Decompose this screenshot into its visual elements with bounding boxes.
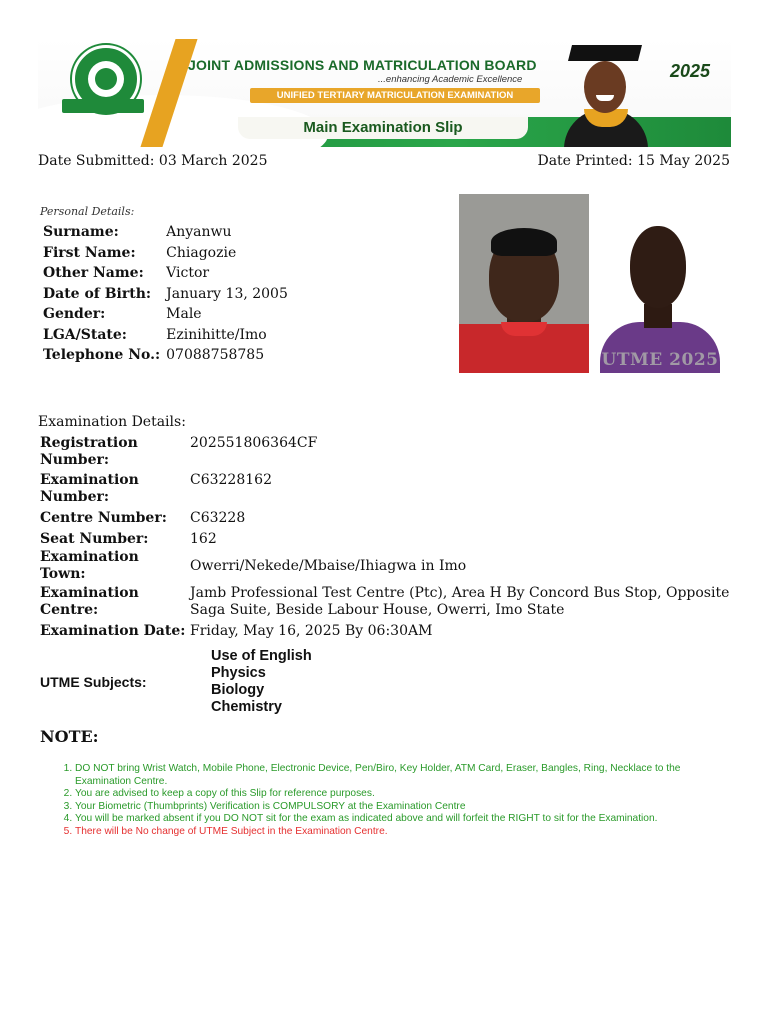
field-value: 202551806364CF [190, 435, 318, 451]
list-item: 1. DO NOT bring Wrist Watch, Mobile Phone, Electronic Device, Pen/Biro, Key Holder, ATM Card, Eraser, Bangles, Ring, Necklace to the Examination Centre. [75, 763, 715, 788]
field-value: C63228 [190, 510, 246, 526]
list-item: 5. There will be No change of UTME Subject in the Examination Centre. [75, 826, 715, 839]
table-row [38, 549, 738, 583]
table-row [40, 222, 291, 243]
field-value: 162 [190, 530, 217, 547]
list-item: 4. You will be marked absent if you DO NOT sit for the exam as indicated above and will forfeit the RIGHT to sit for the Examination. [75, 813, 715, 826]
field-value: 07088758785 [166, 347, 265, 364]
graduate-figure-icon [554, 39, 654, 147]
table-row [38, 642, 738, 722]
date-printed: Date Printed: 15 May 2025 [537, 153, 730, 169]
list-item: Chemistry [211, 699, 282, 715]
field-label: Surname: [43, 224, 119, 241]
field-label: Other Name: [43, 265, 144, 282]
field-value: Anyanwu [166, 224, 232, 241]
field-label: LGA/State: [43, 326, 127, 343]
field-label: Examination Date: [40, 623, 186, 639]
field-value: Jamb Professional Test Centre (Ptc), Area H By Concord Bus Stop, Opposite Saga Suite, Beside Labour House, Owerri, Imo State [190, 585, 730, 618]
table-row [38, 621, 738, 642]
field-label: Gender: [43, 306, 106, 323]
field-value: Ezinihitte/Imo [166, 326, 267, 343]
exam-year: 2025 [670, 61, 711, 81]
field-value: Friday, May 16, 2025 By 06:30AM [190, 623, 433, 639]
photo-watermark: UTME 2025 [601, 350, 719, 370]
personal-details-heading: Personal Details: [40, 205, 135, 218]
date-submitted: Date Submitted: 03 March 2025 [38, 153, 268, 169]
table-row [38, 470, 738, 508]
field-label: Centre Number: [40, 510, 167, 526]
logo-ribbon [62, 99, 144, 113]
field-label: First Name: [43, 244, 136, 261]
header-banner [38, 39, 731, 147]
personal-details-table [40, 222, 291, 366]
field-label: Examination Town: [40, 549, 139, 582]
note-heading: NOTE: [40, 727, 99, 746]
field-value: January 13, 2005 [166, 285, 288, 302]
field-value: Victor [166, 265, 210, 282]
table-row [38, 583, 738, 621]
table-row [38, 433, 738, 470]
field-label: Examination Centre: [40, 585, 139, 618]
slip-title: Main Examination Slip [303, 119, 463, 136]
table-row [40, 284, 291, 305]
list-item: Physics [211, 665, 266, 681]
field-label: Examination Number: [40, 472, 139, 505]
field-label: Seat Number: [40, 530, 149, 547]
candidate-passport-photo [459, 194, 589, 373]
field-label: Registration Number: [40, 434, 138, 468]
table-row [38, 529, 738, 549]
field-label: Telephone No.: [43, 347, 161, 364]
table-row [40, 243, 291, 264]
examination-details-heading: Examination Details: [38, 414, 186, 430]
field-label: Date of Birth: [43, 285, 152, 302]
board-tagline: ...enhancing Academic Excellence [378, 74, 523, 85]
field-label: UTME Subjects: [40, 673, 147, 690]
list-item: 3. Your Biometric (Thumbprints) Verification is COMPULSORY at the Examination Centre [75, 801, 715, 814]
table-row [38, 508, 738, 529]
list-item: Biology [211, 682, 265, 698]
table-row [40, 345, 291, 366]
exam-name-bar: UNIFIED TERTIARY MATRICULATION EXAMINATION [250, 88, 540, 103]
board-name: JOINT ADMISSIONS AND MATRICULATION BOARD [188, 57, 537, 73]
field-value: Male [166, 306, 202, 323]
utme-subjects-list [188, 642, 738, 722]
list-item: Use of English [211, 648, 312, 664]
field-value: Owerri/Nekede/Mbaise/Ihiagwa in Imo [190, 557, 467, 574]
candidate-capture-photo [596, 222, 723, 373]
field-value: Chiagozie [166, 244, 237, 261]
examination-details-table [38, 433, 738, 722]
list-item: 2. You are advised to keep a copy of this Slip for reference purposes. [75, 788, 715, 801]
note-list [50, 763, 715, 839]
table-row [40, 263, 291, 284]
table-row [40, 304, 291, 325]
table-row [40, 325, 291, 346]
field-value: C63228162 [190, 472, 272, 488]
